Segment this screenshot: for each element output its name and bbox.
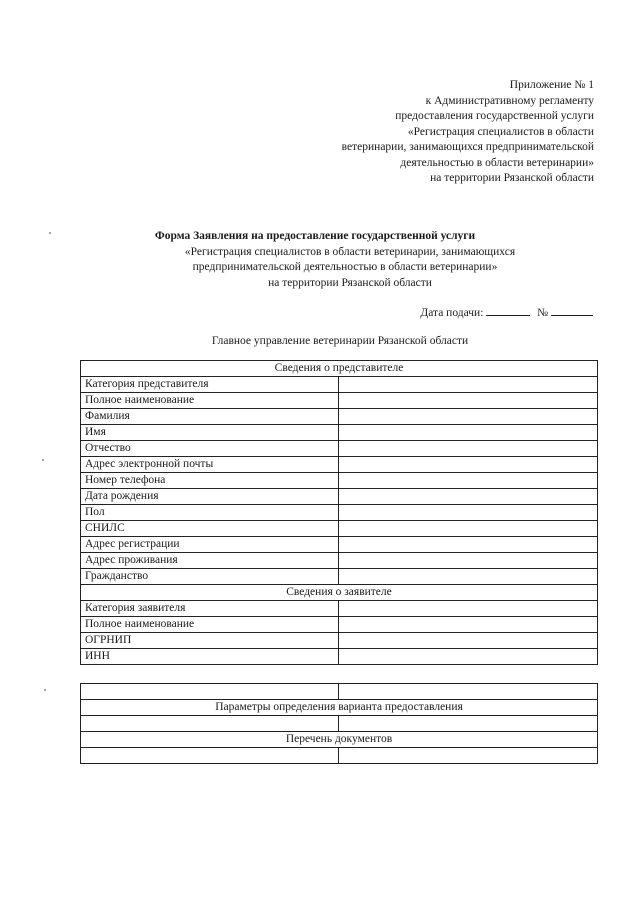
form-title-line: предпринимательской деятельностью в области ветеринарии»: [192, 261, 498, 273]
table-row: [81, 409, 598, 425]
field-label: ОГРНИП: [81, 633, 339, 649]
table-row: [81, 441, 598, 457]
table-row: [81, 377, 598, 393]
appendix-line: ветеринарии, занимающихся предпринимательской: [341, 141, 594, 153]
field-value[interactable]: [339, 569, 598, 585]
section-header-row: [81, 585, 598, 601]
section-header-row: [81, 361, 598, 377]
field-label: Категория заявителя: [81, 601, 339, 617]
appendix-header: [342, 78, 594, 187]
field-value[interactable]: [339, 553, 598, 569]
number-label: №: [537, 307, 549, 319]
appendix-line: Приложение № 1: [509, 79, 594, 91]
scan-dot: [44, 689, 46, 691]
field-cell[interactable]: [81, 684, 339, 700]
table-row: [81, 521, 598, 537]
table-row: [81, 473, 598, 489]
field-value[interactable]: [339, 601, 598, 617]
field-value[interactable]: [339, 377, 598, 393]
field-cell[interactable]: [339, 684, 598, 700]
appendix-line: предоставления государственной услуги: [395, 110, 594, 122]
submission-date-line: [420, 305, 593, 319]
field-cell[interactable]: [81, 716, 339, 732]
appendix-line: деятельностью в области ветеринарии»: [400, 156, 594, 169]
appendix-line: «Регистрация специалистов в области: [407, 125, 594, 138]
field-value[interactable]: [339, 633, 598, 649]
field-label: Имя: [81, 425, 339, 441]
table-row: [81, 553, 598, 569]
field-value[interactable]: [339, 537, 598, 553]
applicant-section-header: Сведения о заявителе: [81, 585, 598, 601]
form-title: [0, 229, 640, 291]
field-value[interactable]: [339, 473, 598, 489]
table-row: [81, 748, 598, 764]
field-value[interactable]: [339, 617, 598, 633]
field-label: Дата рождения: [81, 489, 339, 505]
parameters-table: [80, 683, 598, 764]
field-value[interactable]: [339, 441, 598, 457]
field-label: ИНН: [81, 649, 339, 665]
form-heading: Форма Заявления на предоставление государственной услуги: [154, 230, 476, 242]
field-label: Отчество: [81, 441, 339, 457]
field-label: Адрес проживания: [81, 553, 339, 569]
parameters-section-header: Параметры определения варианта предоставления: [81, 700, 598, 716]
table-row: [81, 649, 598, 665]
table-row: [81, 537, 598, 553]
form-title-line: «Регистрация специалистов в области ветеринарии, занимающихся: [184, 245, 516, 258]
field-label: СНИЛС: [81, 521, 339, 537]
authority-name: Главное управление ветеринарии Рязанской области: [211, 335, 469, 347]
table-row: [81, 633, 598, 649]
field-value[interactable]: [339, 489, 598, 505]
field-label: Полное наименование: [81, 393, 339, 409]
table-row: [81, 716, 598, 732]
table-row: [81, 569, 598, 585]
documents-section-header: Перечень документов: [81, 732, 598, 748]
table-row: [81, 601, 598, 617]
date-label: Дата подачи:: [420, 307, 484, 319]
field-label: Фамилия: [81, 409, 339, 425]
field-label: Категория представителя: [81, 377, 339, 393]
section-header-row: [81, 732, 598, 748]
table-row: [81, 489, 598, 505]
field-label: Полное наименование: [81, 617, 339, 633]
field-label: Гражданство: [81, 569, 339, 585]
date-field[interactable]: [486, 305, 530, 316]
table-row: [81, 457, 598, 473]
representative-section-header: Сведения о представителе: [81, 361, 598, 377]
field-value[interactable]: [339, 649, 598, 665]
field-value[interactable]: [339, 393, 598, 409]
number-field[interactable]: [551, 305, 593, 316]
field-label: Адрес электронной почты: [81, 457, 339, 473]
table-row: [81, 425, 598, 441]
appendix-line: на территории Рязанской области: [430, 172, 594, 184]
field-label: Номер телефона: [81, 473, 339, 489]
table-row: [81, 617, 598, 633]
field-label: Адрес регистрации: [81, 537, 339, 553]
application-table: [80, 360, 598, 665]
field-value[interactable]: [339, 425, 598, 441]
field-cell[interactable]: [81, 748, 339, 764]
scan-dot: [42, 459, 44, 461]
appendix-line: к Административному регламенту: [425, 94, 594, 107]
table-row: [81, 505, 598, 521]
field-cell[interactable]: [339, 716, 598, 732]
field-value[interactable]: [339, 521, 598, 537]
field-label: Пол: [81, 505, 339, 521]
field-value[interactable]: [339, 409, 598, 425]
field-value[interactable]: [339, 457, 598, 473]
table-row: [81, 684, 598, 700]
field-cell[interactable]: [339, 748, 598, 764]
section-header-row: [81, 700, 598, 716]
table-row: [81, 393, 598, 409]
form-title-line: на территории Рязанской области: [268, 276, 432, 289]
field-value[interactable]: [339, 505, 598, 521]
